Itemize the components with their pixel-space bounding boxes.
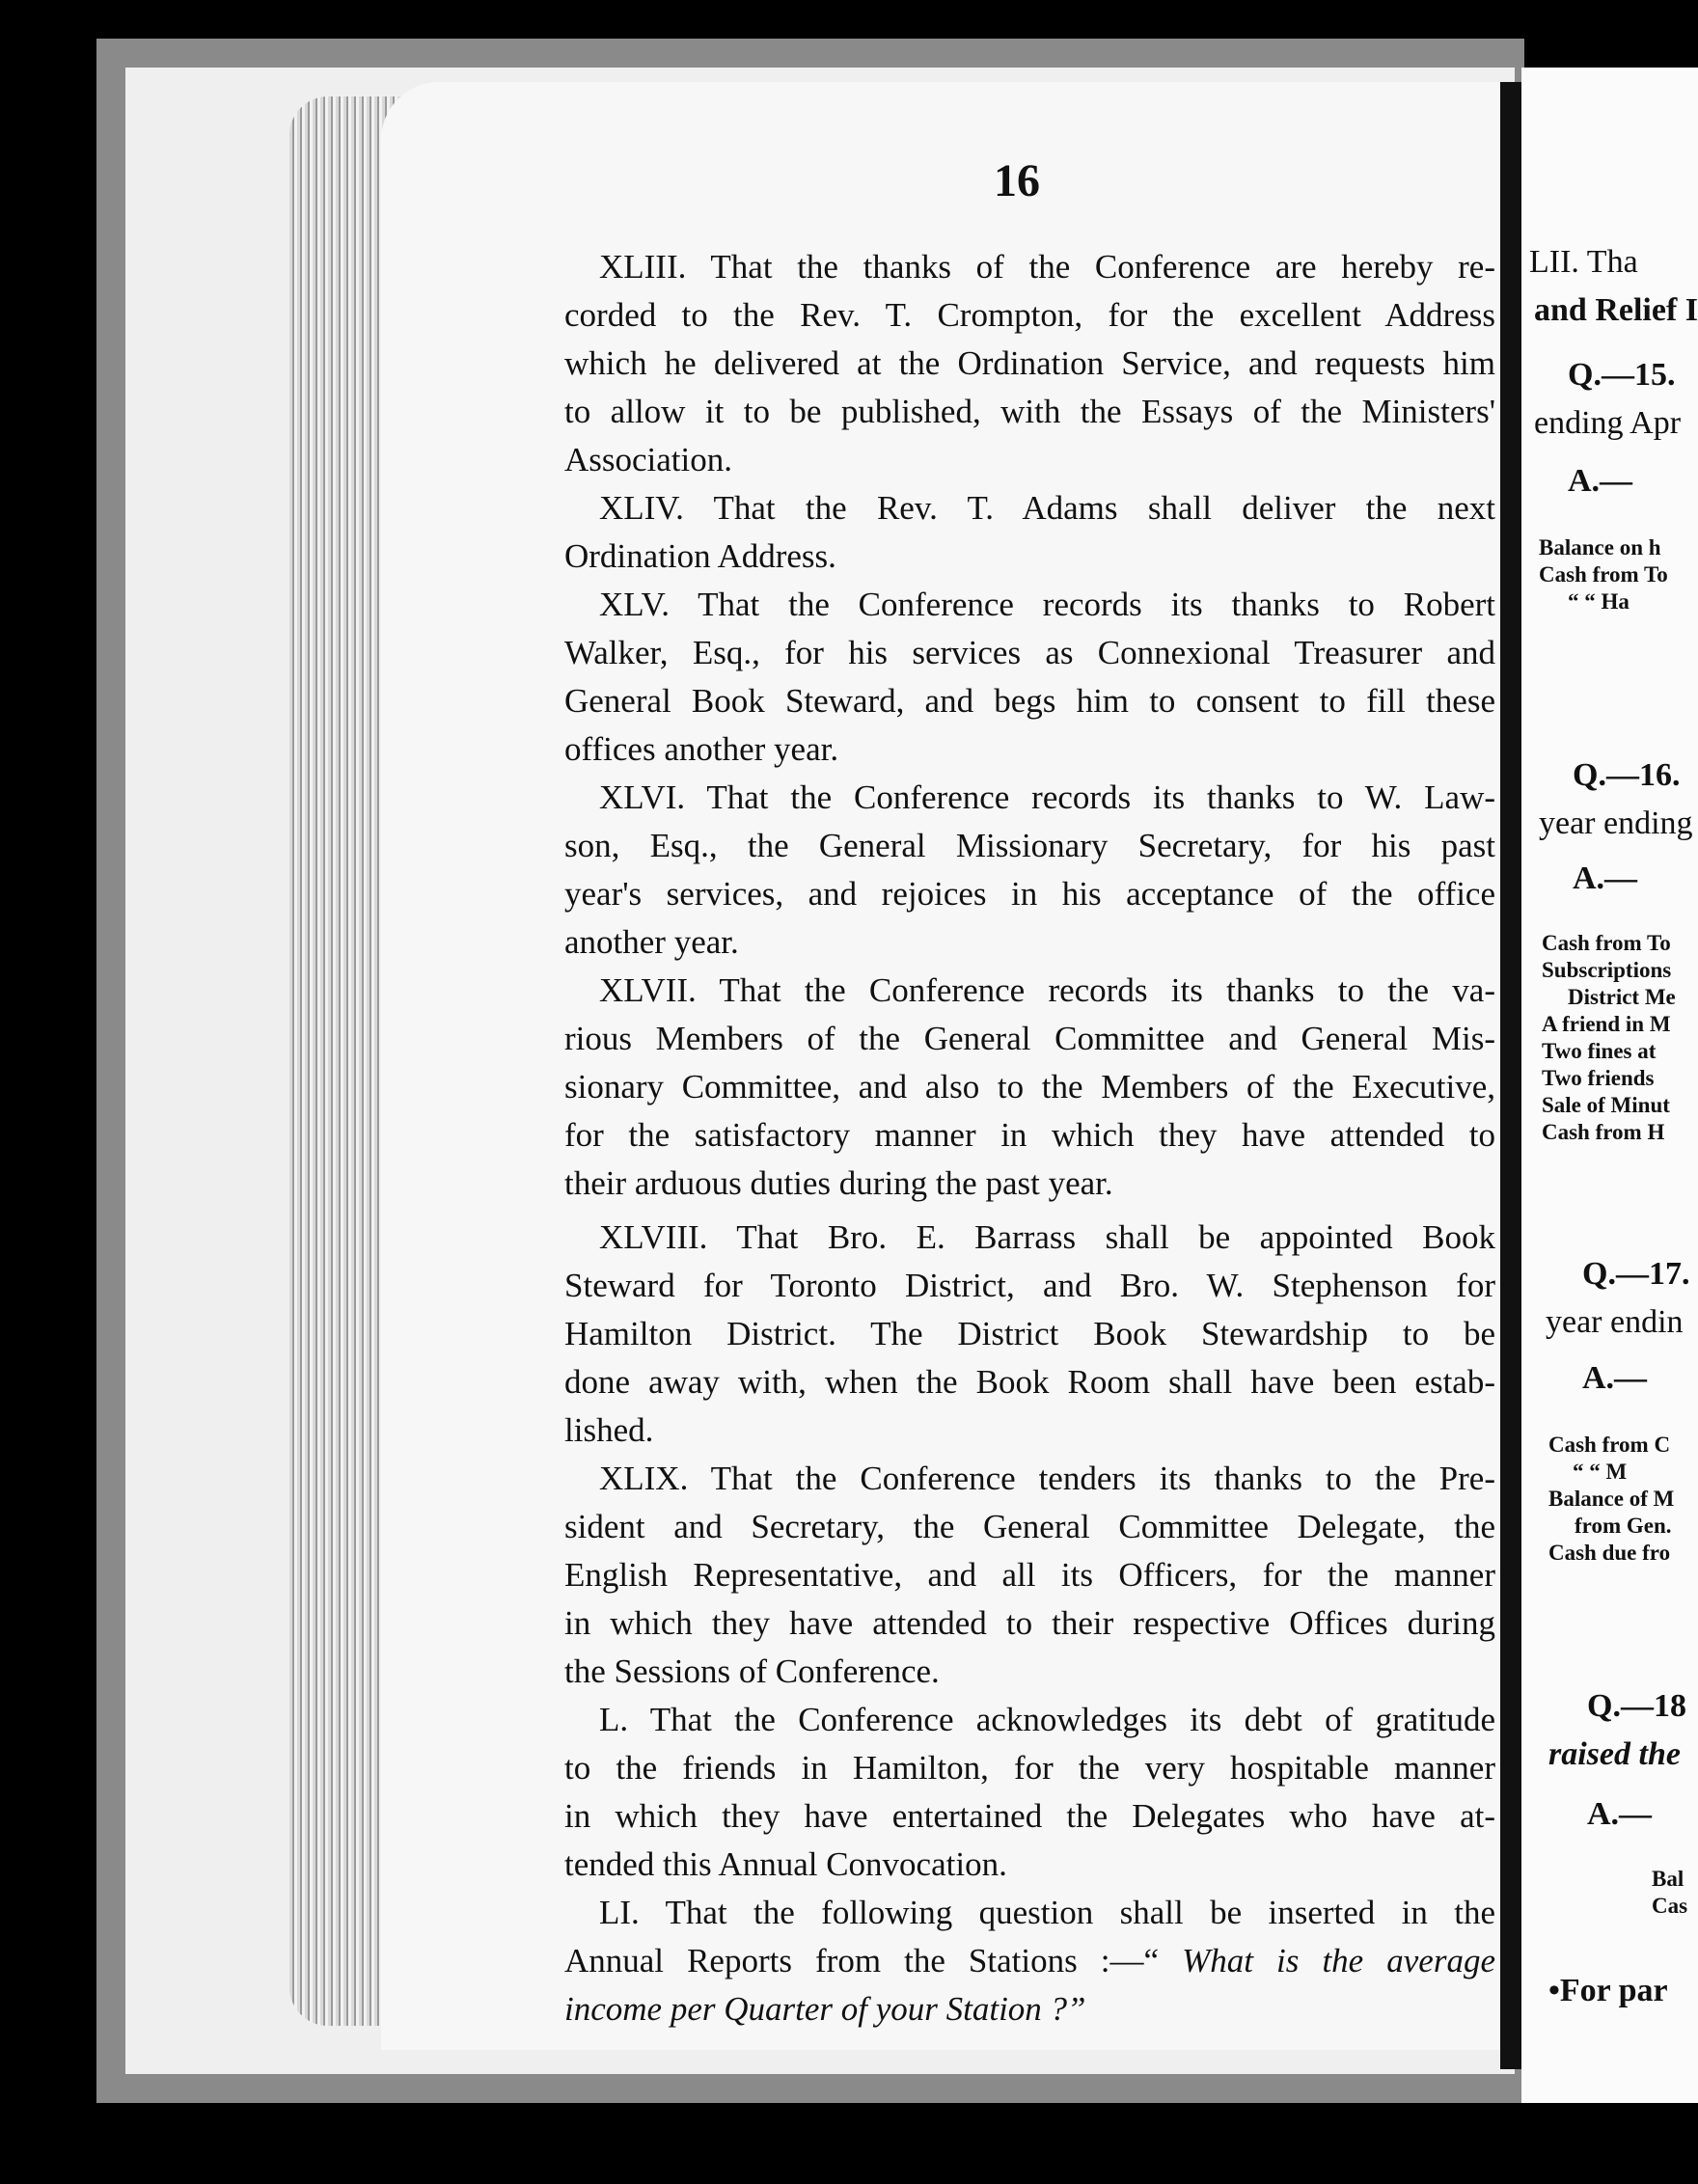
- facing-page-line: A.—: [1582, 1360, 1648, 1396]
- facing-page-line: Balance of M: [1548, 1487, 1675, 1511]
- text-line: [564, 1455, 1495, 1503]
- facing-page-line: Cash from H: [1542, 1120, 1665, 1144]
- facing-page-line: year endin: [1546, 1304, 1684, 1340]
- text-line-content: to allow it to be published, with the Essays of the Ministers': [564, 393, 1495, 430]
- text-line-content: to the friends in Hamilton, for the very hospitable manner: [564, 1749, 1495, 1787]
- italic-question: What is the average: [1182, 1942, 1495, 1979]
- text-line: [564, 532, 1495, 581]
- gutter: [1500, 82, 1521, 2069]
- facing-page-line: raised the: [1548, 1736, 1681, 1772]
- facing-page-line: Balance on h: [1539, 535, 1661, 560]
- facing-page-line: District Me: [1568, 985, 1676, 1009]
- text-line: [564, 1696, 1495, 1744]
- facing-page-line: Cas: [1652, 1894, 1688, 1918]
- text-line-content: the Sessions of Conference.: [564, 1652, 940, 1690]
- facing-page-line: Bal: [1652, 1867, 1684, 1891]
- facing-page-line: ending Apr: [1534, 405, 1682, 441]
- text-line: [564, 1648, 1495, 1696]
- text-line: [564, 388, 1495, 436]
- text-line-content: lished.: [564, 1411, 654, 1449]
- text-line: [564, 1015, 1495, 1063]
- text-line-content: for the satisfactory manner in which they have attended to: [564, 1116, 1495, 1154]
- text-line: [564, 725, 1495, 774]
- text-line: [564, 436, 1495, 484]
- text-line: [564, 1841, 1495, 1889]
- text-line: [564, 484, 1495, 532]
- text-line-content: their arduous duties during the past year.: [564, 1164, 1113, 1202]
- facing-page-line: LII. Tha: [1529, 244, 1638, 280]
- text-line: [564, 340, 1495, 388]
- text-line-content: XLIII. That the thanks of the Conference are hereby re-: [599, 248, 1495, 286]
- text-line: [564, 1160, 1495, 1208]
- text-line: [564, 918, 1495, 967]
- text-line-content: XLIX. That the Conference tenders its thanks to the Pre-: [599, 1460, 1495, 1497]
- text-line-content: XLIV. That the Rev. T. Adams shall deliver the next: [599, 489, 1495, 527]
- text-line-content: year's services, and rejoices in his acceptance of the office: [564, 875, 1495, 913]
- text-line: [564, 1503, 1495, 1551]
- text-line-content: son, Esq., the General Missionary Secretary, for his past: [564, 827, 1495, 864]
- facing-page-line: Q.—16.: [1573, 757, 1681, 793]
- text-line: [564, 774, 1495, 822]
- text-line-content: in which they have entertained the Delegates who have at-: [564, 1797, 1495, 1835]
- text-line: [564, 1406, 1495, 1455]
- italic-question: income per Quarter of your Station ?”: [564, 1990, 1086, 2028]
- text-line-content: Hamilton District. The District Book Stewardship to be: [564, 1315, 1495, 1352]
- right-page: [1521, 68, 1698, 2103]
- facing-page-line: Q.—15.: [1568, 357, 1676, 393]
- text-line-content: XLVIII. That Bro. E. Barrass shall be appointed Book: [599, 1218, 1495, 1256]
- body-text: [564, 243, 1495, 2034]
- text-line-content: LI. That the following question shall be inserted in the: [599, 1894, 1495, 1931]
- text-line-content: Ordination Address.: [564, 537, 836, 575]
- facing-page-line: Cash from To: [1539, 562, 1668, 587]
- page-number: 16: [994, 155, 1040, 206]
- text-line-content: done away with, when the Book Room shall have been estab-: [564, 1363, 1495, 1401]
- facing-page-line: Cash from C: [1548, 1433, 1671, 1457]
- facing-page-line: Cash from To: [1542, 931, 1671, 955]
- text-line: [564, 677, 1495, 725]
- text-line-content: XLVII. That the Conference records its thanks to the va-: [599, 971, 1495, 1009]
- facing-page-line: Subscriptions: [1542, 958, 1672, 982]
- text-line: [564, 243, 1495, 291]
- facing-page-line: A.—: [1568, 463, 1633, 499]
- text-line-content: XLV. That the Conference records its thanks to Robert: [599, 586, 1495, 623]
- text-line-content: English Representative, and all its Officers, for the manner: [564, 1556, 1495, 1594]
- text-line: [564, 967, 1495, 1015]
- text-line-content: another year.: [564, 923, 739, 961]
- text-line-content: sionary Committee, and also to the Members of the Executive,: [564, 1068, 1495, 1106]
- facing-page-line: “ “ M: [1573, 1460, 1628, 1484]
- facing-page-line: Two friends: [1542, 1066, 1655, 1090]
- facing-page-line: A friend in M: [1542, 1012, 1671, 1036]
- facing-page-line: •For par: [1548, 1973, 1668, 2008]
- text-line-content: Association.: [564, 441, 733, 478]
- text-line-content: rious Members of the General Committee and General Mis-: [564, 1020, 1495, 1057]
- text-line: [564, 1889, 1495, 1937]
- text-line: [564, 1111, 1495, 1160]
- text-line-content: Walker, Esq., for his services as Connexional Treasurer and: [564, 634, 1495, 671]
- text-line: [564, 1599, 1495, 1648]
- facing-page-line: Q.—18: [1587, 1688, 1686, 1724]
- text-line: [564, 629, 1495, 677]
- facing-page-line: Two fines at: [1542, 1039, 1657, 1063]
- text-line-content: which he delivered at the Ordination Service, and requests him: [564, 344, 1495, 382]
- text-line: [564, 870, 1495, 918]
- text-line-content: tended this Annual Convocation.: [564, 1845, 1007, 1883]
- text-line: [564, 1985, 1495, 2034]
- text-line: [564, 1063, 1495, 1111]
- text-line: [564, 1214, 1495, 1262]
- text-line: [564, 1937, 1495, 1985]
- facing-page-line: Sale of Minut: [1542, 1093, 1670, 1117]
- text-line-content: General Book Steward, and begs him to consent to fill these: [564, 682, 1495, 720]
- text-line-content: XLVI. That the Conference records its thanks to W. Law-: [599, 778, 1495, 816]
- text-line: [564, 1262, 1495, 1310]
- facing-page-line: Cash due fro: [1548, 1541, 1671, 1565]
- facing-page-line: “ “ Ha: [1568, 589, 1630, 614]
- text-line: [564, 1792, 1495, 1841]
- text-line: [564, 291, 1495, 340]
- text-line: [564, 1358, 1495, 1406]
- facing-page-line: from Gen.: [1575, 1514, 1672, 1538]
- text-line-content: offices another year.: [564, 730, 839, 768]
- facing-page-line: and Relief I: [1534, 292, 1698, 328]
- text-line: [564, 822, 1495, 870]
- text-line-content: Annual Reports from the Stations :—“: [564, 1942, 1183, 1979]
- facing-page-line: A.—: [1573, 860, 1638, 896]
- facing-page-line: year ending: [1539, 805, 1693, 841]
- text-line: [564, 1551, 1495, 1599]
- text-line-content: sident and Secretary, the General Committee Delegate, the: [564, 1508, 1495, 1545]
- text-line-content: Steward for Toronto District, and Bro. W. Stephenson for: [564, 1267, 1495, 1304]
- text-line-content: L. That the Conference acknowledges its debt of gratitude: [599, 1701, 1495, 1738]
- facing-page-line: A.—: [1587, 1796, 1653, 1832]
- text-line-content: corded to the Rev. T. Crompton, for the excellent Address: [564, 296, 1495, 334]
- text-line: [564, 1310, 1495, 1358]
- text-line: [564, 1744, 1495, 1792]
- text-line-content: in which they have attended to their respective Offices during: [564, 1604, 1495, 1642]
- facing-page-line: Q.—17.: [1582, 1256, 1690, 1292]
- text-line: [564, 581, 1495, 629]
